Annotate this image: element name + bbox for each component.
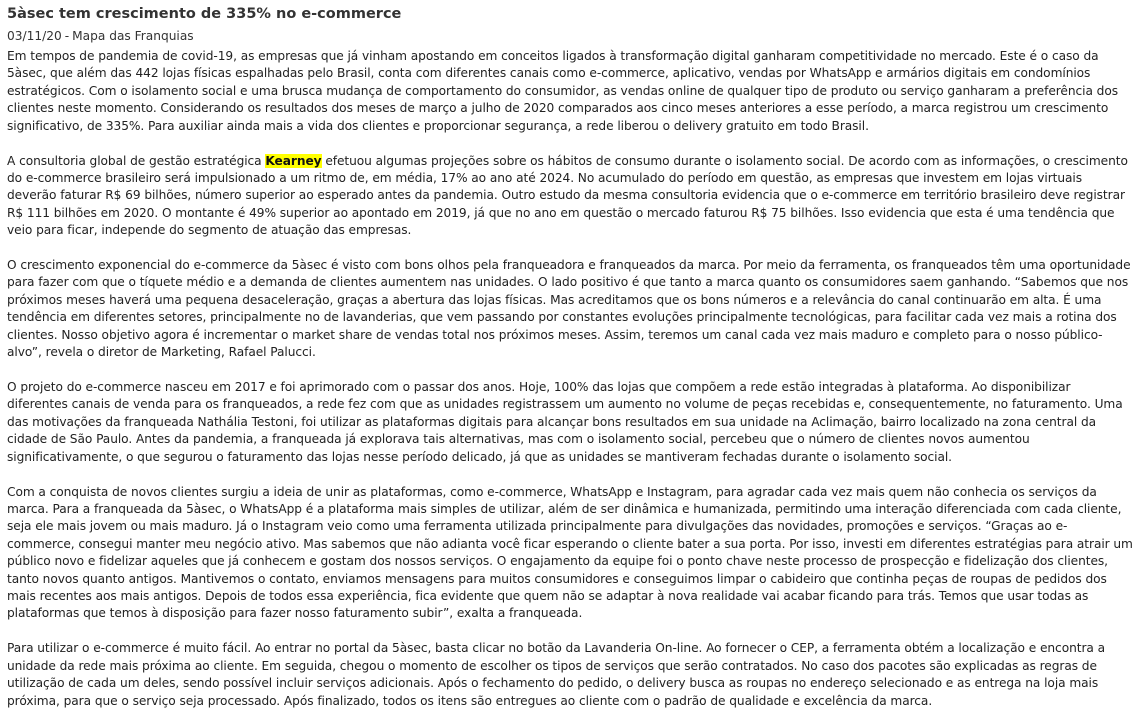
paragraph-2 <box>7 153 1134 240</box>
article-date: 03/11/20 <box>7 29 62 43</box>
paragraph-2-lead: A consultoria global de gestão estratégica <box>7 153 266 168</box>
article-meta <box>7 28 1134 44</box>
article-source: Mapa das Franquias <box>72 29 194 43</box>
paragraph-3: O crescimento exponencial do e-commerce da 5àsec é visto com bons olhos pela franqueadora e franqueados da marca. Por meio da ferramenta, os franqueados têm uma oportunidade para fazer com que o tíquete médio e a demanda de clientes aumentem nas unidades. O lado positivo é que tanto a marca quanto os consumidores saem ganhando. “Sabemos que nos próximos meses haverá uma pequena desaceleração, graças a abertura das lojas físicas. Mas acreditamos que os bons números e a relevância do canal continuarão em alta. É uma tendência em diferentes setores, principalmente no de lavanderias, que vem passando por constantes evoluções principalmente tecnológicas, para facilitar cada vez mais a rotina dos clientes. Nosso objetivo agora é incrementar o market share de vendas total nos próximos meses. Assim, teremos um canal cada vez mais maduro e completo para o nosso público-alvo”, revela o diretor de Marketing, Rafael Palucci. <box>7 258 1131 360</box>
paragraph-2-rest: efetuou algumas projeções sobre os hábitos de consumo durante o isolamento social. De acordo com as informações, o crescimento do e-commerce brasileiro será impulsionado a um ritmo de, em média, 17% ao ano até 2024. No acumulado do período em questão, as empresas que investem em lojas virtuais deverão faturar R$ 69 bilhões, número superior ao esperado antes da pandemia. Outro estudo da mesma consultoria evidencia que o e-commerce em território brasileiro deve registrar R$ 111 bilhões em 2020. O montante é 49% superior ao apontado em 2019, já que no ano em questão o mercado faturou R$ 75 bilhões. Isso evidencia que esta é uma tendência que veio para ficar, independe do segmento de atuação das empresas. <box>7 153 1128 238</box>
meta-separator: - <box>64 29 70 43</box>
paragraph-1: Em tempos de pandemia de covid-19, as empresas que já vinham apostando em conceitos ligados à transformação digital ganharam competitividade no mercado. Este é o caso da 5àsec, que além das 442 lojas físicas espalhadas pelo Brasil, conta com diferentes canais como e-commerce, aplicativo, vendas por WhatsApp e armários digitais em condomínios estratégicos. Com o isolamento social e uma brusca mudança de comportamento do consumidor, as vendas online de qualquer tipo de produto ou serviço ganharam a preferência dos clientes neste momento. Considerando os resultados dos meses de março a julho de 2020 comparados aos cinco meses anteriores a esse período, a marca registrou um crescimento significativo, de 335%. Para auxiliar ainda mais a vida dos clientes e proporcionar segurança, a rede liberou o delivery gratuito em todo Brasil. <box>7 49 1118 133</box>
paragraph-6: Para utilizar o e-commerce é muito fácil. Ao entrar no portal da 5àsec, basta clicar no botão da Lavanderia On-line. Ao fornecer o CEP, a ferramenta obtém a localização e encontra a unidade da rede mais próxima ao cliente. Em seguida, chegou o momento de escolher os tipos de serviços que serão contratados. No caso dos pacotes são explicadas as regras de utilização de cada um deles, sendo possível incluir serviços adicionais. Após o fechamento do pedido, o delivery busca as roupas no endereço selecionado e as entrega na loja mais próxima, para que o serviço seja processado. Após finalizado, todos os itens são entregues ao cliente com o padrão de qualidade e excelência da marca. <box>7 641 1105 708</box>
paragraph-4: O projeto do e-commerce nasceu em 2017 e foi aprimorado com o passar dos anos. Hoje, 100% das lojas que compõem a rede estão integradas à plataforma. Ao disponibilizar diferentes canais de venda para os franqueados, a rede fez com que as unidades registrassem um aumento no volume de peças recebidas e, consequentemente, no faturamento. Uma das motivações da franqueada Nathália Testoni, foi utilizar as plataformas digitais para alcançar bons resultados em sua unidade na Aclimação, bairro localizado na zona central da cidade de São Paulo. Antes da pandemia, a franqueada já explorava tais alternativas, mas com o isolamento social, percebeu que o número de clientes novos aumentou significativamente, o que segurou o faturamento das lojas nesse período delicado, já que as unidades se mantiveram fechadas durante o isolamento social. <box>7 380 1123 464</box>
paragraph-5: Com a conquista de novos clientes surgiu a ideia de unir as plataformas, como e-commerce, WhatsApp e Instagram, para agradar cada vez mais quem não conhecia os serviços da marca. Para a franqueada da 5àsec, o WhatsApp é a plataforma mais simples de utilizar, além de ser dinâmica e humanizada, permitindo uma interação diferenciada com cada cliente, seja ele mais jovem ou mais maduro. Já o Instagram veio como uma ferramenta utilizada principalmente para divulgações das novidades, promoções e serviços. “Graças ao e-commerce, consegui manter meu negócio ativo. Mas sabemos que não adianta você ficar esperando o cliente bater a sua porta. Por isso, investi em diferentes estratégias para atrair um público novo e fidelizar aqueles que já conhecem e gostam dos nossos serviços. O engajamento da equipe foi o ponto chave neste processo de prospecção e fidelização dos clientes, tanto novos quanto antigos. Mantivemos o contato, enviamos mensagens para muitos consumidores e conseguimos limpar o cabideiro que continha peças de roupas de pedidos dos mais recentes aos mais antigos. Depois de todos essa experiência, fica evidente que quem não se adaptar à nova realidade vai acabar ficando para trás. Temos que usar todas as plataformas que temos à disposição para fazer nosso faturamento subir”, exalta a franqueada. <box>7 484 1133 621</box>
article-body <box>7 48 1134 710</box>
article-title: 5àsec tem crescimento de 335% no e-commerce <box>7 6 402 22</box>
highlighted-term: Kearney <box>265 153 322 168</box>
